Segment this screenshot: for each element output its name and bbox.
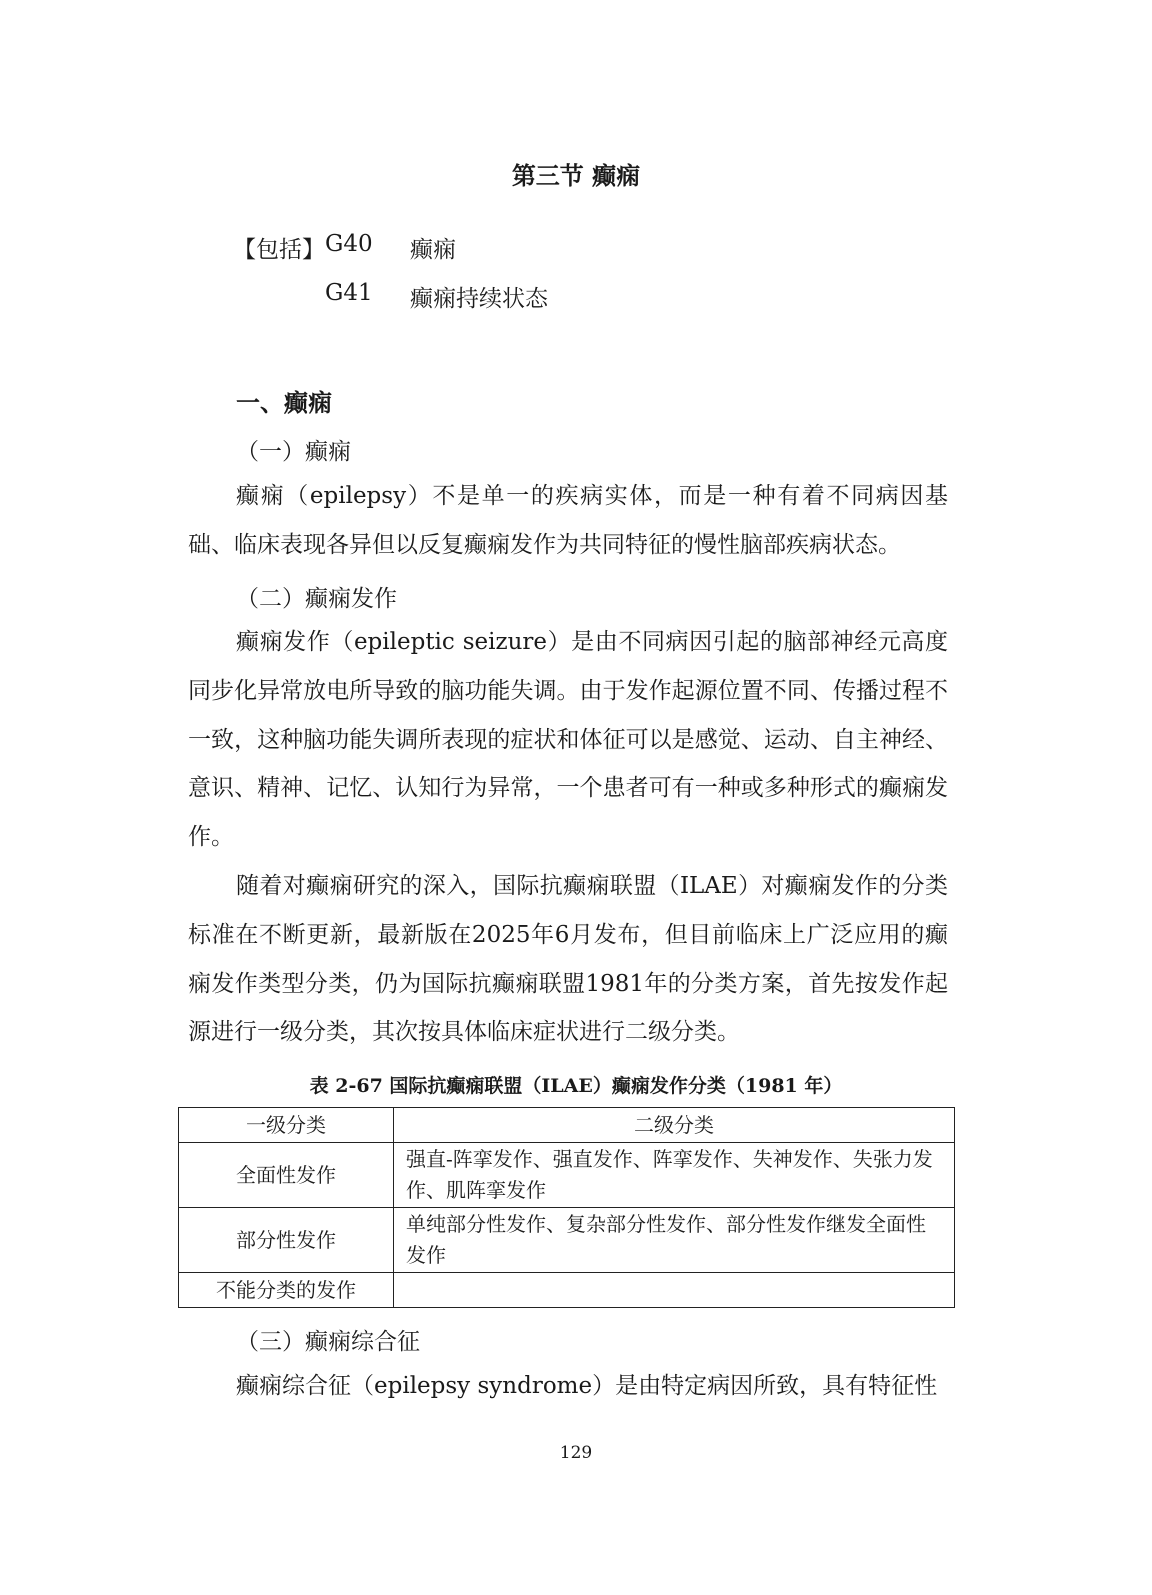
table-header-cell: 二级分类 [394, 1108, 955, 1143]
page-number: 129 [559, 1443, 593, 1463]
table-cell-level2: 强直-阵挛发作、强直发作、阵挛发作、失神发作、失张力发作、肌阵挛发作 [394, 1143, 955, 1208]
table-cell-level1: 全面性发作 [179, 1143, 394, 1208]
paragraph-seizure-definition: 癫痫发作（epileptic seizure）是由不同病因引起的脑部神经元高度同步化异常放电所导致的脑功能失调。由于发作起源位置不同、传播过程不一致，这种脑功能失调所表现的症状和体征可以是感觉、运动、自主神经、意识、精神、记忆、认知行为异常，一个患者可有一种或多种形式的癫痫发作。 [188, 629, 948, 850]
table-cell-level2: 单纯部分性发作、复杂部分性发作、部分性发作继发全面性发作 [394, 1208, 955, 1273]
paragraph-syndrome: 癫痫综合征（epilepsy syndrome）是由特定病因所致，具有特征性 [236, 1373, 938, 1399]
section-title: 第三节 癫痫 [511, 161, 641, 190]
table-cell-level1: 部分性发作 [179, 1208, 394, 1273]
table-caption: 表 2-67 国际抗癫痫联盟（ILAE）癫痫发作分类（1981 年） [309, 1075, 843, 1097]
includes-label: 【包括】 [233, 237, 325, 263]
paragraph-classification: 随着对癫痫研究的深入，国际抗癫痫联盟（ILAE）对癫痫发作的分类标准在不断更新，最新版在2025年6月发布，但目前临床上广泛应用的癫痫发作类型分类，仍为国际抗癫痫联盟1981年的分类方案，首先按发作起源进行一级分类，其次按具体临床症状进行二级分类。 [188, 873, 948, 1046]
include-code-1: G40 [325, 231, 373, 257]
table-header-row [179, 1108, 955, 1143]
table-header-cell: 一级分类 [179, 1108, 394, 1143]
table-row [179, 1143, 955, 1208]
heading-epilepsy: 一、癫痫 [236, 388, 332, 417]
subheading-1: （一）癫痫 [236, 439, 351, 465]
table-cell-level1: 不能分类的发作 [179, 1273, 394, 1308]
table-cell-level2 [394, 1273, 955, 1308]
seizure-classification-table [178, 1107, 955, 1308]
paragraph-epilepsy-definition: 癫痫（epilepsy）不是单一的疾病实体，而是一种有着不同病因基础、临床表现各异但以反复癫痫发作为共同特征的慢性脑部疾病状态。 [188, 483, 948, 558]
table-row [179, 1273, 955, 1308]
subheading-2: （二）癫痫发作 [236, 586, 397, 612]
include-code-2: G41 [325, 280, 373, 306]
subheading-3: （三）癫痫综合征 [236, 1329, 420, 1355]
include-name-1: 癫痫 [410, 237, 456, 263]
table-row [179, 1208, 955, 1273]
include-name-2: 癫痫持续状态 [410, 286, 548, 312]
